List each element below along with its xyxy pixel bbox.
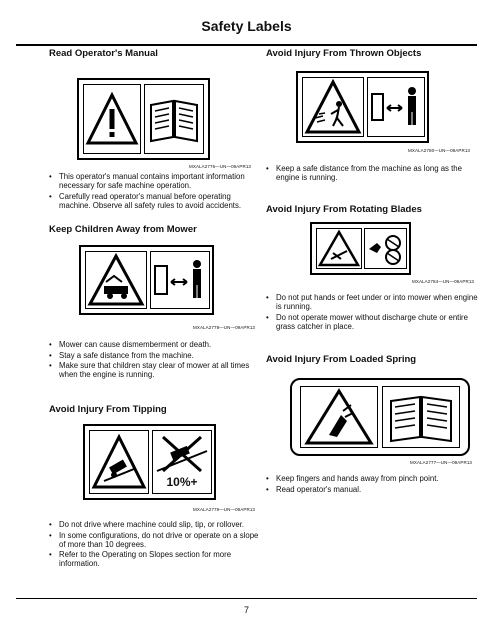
page-title: Safety Labels <box>201 18 292 34</box>
list-item: • Stay a safe distance from the machine. <box>49 351 261 360</box>
slope-panel <box>152 430 212 494</box>
list-item: • Carefully read operator's manual before operating machine. Observe all safety rules to avoid accidents. <box>49 192 261 210</box>
warning-panel <box>89 430 149 494</box>
pinch-point-icon <box>301 387 377 447</box>
section-heading-tipping: Avoid Injury From Tipping <box>49 404 167 415</box>
mower-blade-icon <box>86 252 146 308</box>
page-header <box>16 0 477 46</box>
blade-panel <box>364 228 407 269</box>
warning-panel <box>316 228 362 269</box>
person-icon <box>151 252 209 308</box>
manual-panel <box>382 386 460 448</box>
list-item: • Keep a safe distance from the machine as long as the engine is running. <box>266 164 478 182</box>
section-heading-blades: Avoid Injury From Rotating Blades <box>266 204 422 215</box>
warning-panel <box>83 84 141 154</box>
list-item: • Do not drive where machine could slip, tip, or rollover. <box>49 520 261 529</box>
bullet-list-spring <box>266 474 478 495</box>
list-item: • Do not put hands or feet under or into mower when engine is running. <box>266 293 478 311</box>
warning-panel <box>302 77 364 137</box>
list-item: • This operator's manual contains important information necessary for safe machine operation. <box>49 172 261 190</box>
figure-id: MXALA2779—UN—09APR13 <box>193 507 256 512</box>
list-item: • In some configurations, do not drive or operate on a slope of more than 10 degrees. <box>49 531 261 549</box>
bullet-list-tipping <box>49 520 261 570</box>
rollover-icon <box>90 431 148 493</box>
distance-panel <box>367 77 425 137</box>
list-item: • Do not operate mower without discharge chute or entire grass catcher in place. <box>266 313 478 331</box>
safety-label-thrown <box>296 71 429 143</box>
page-number: 7 <box>243 605 249 615</box>
bullet-list-blades <box>266 293 478 332</box>
figure-id: MXALA2780—UN—09APR13 <box>408 148 471 153</box>
safety-label-read-manual <box>77 78 210 160</box>
distance-panel <box>150 251 210 309</box>
section-heading-thrown: Avoid Injury From Thrown Objects <box>266 48 422 59</box>
thrown-objects-icon <box>303 78 363 136</box>
figure-id: MXALA2777—UN—09APR13 <box>410 460 473 465</box>
bullet-list-children <box>49 340 261 381</box>
list-item: • Mower can cause dismemberment or death. <box>49 340 261 349</box>
section-heading-read-manual: Read Operator's Manual <box>49 48 158 59</box>
list-item: • Keep fingers and hands away from pinch point. <box>266 474 478 483</box>
no-slope-icon <box>153 431 211 475</box>
figure-id: MXALA2784—UN—09APR13 <box>412 279 475 284</box>
open-book-icon <box>383 387 459 447</box>
footer-divider <box>16 598 477 599</box>
section-heading-spring: Avoid Injury From Loaded Spring <box>266 354 417 365</box>
open-book-icon <box>145 85 203 153</box>
figure-id: MXALA2778—UN—09APR13 <box>193 325 256 330</box>
bullet-list-read-manual <box>49 164 261 211</box>
safety-label-blades <box>310 222 411 275</box>
manual-panel <box>144 84 204 154</box>
person-icon <box>368 78 424 136</box>
safety-label-tipping <box>83 424 216 500</box>
safety-label-children <box>79 245 214 315</box>
section-heading-children: Keep Children Away from Mower <box>49 224 197 235</box>
safety-label-spring <box>290 378 470 456</box>
warning-triangle-icon <box>317 229 361 268</box>
warning-panel <box>300 386 378 448</box>
list-item: • Refer to the Operating on Slopes section for more information. <box>49 550 261 568</box>
warning-panel <box>85 251 147 309</box>
slope-limit-text: 10%+ <box>166 475 198 489</box>
figure-id: MXALA2776—UN—09APR13 <box>189 164 252 169</box>
list-item: • Read operator's manual. <box>266 485 478 494</box>
bullet-list-thrown <box>266 164 478 184</box>
warning-triangle-icon <box>84 85 140 153</box>
list-item: • Make sure that children stay clear of mower at all times when the engine is running. <box>49 361 261 379</box>
hand-icon <box>365 229 406 268</box>
